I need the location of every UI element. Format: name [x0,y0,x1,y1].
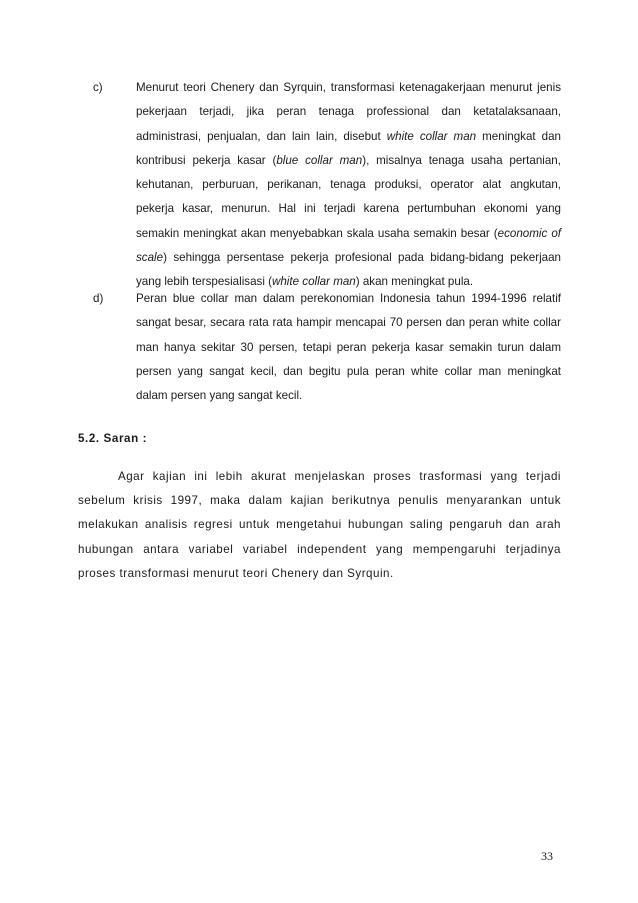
text-segment: ) sehingga persentase pekerja profesional pada bidang-bidang pekerjaan yang lebih terspesialisasi ( [136,251,561,289]
text-segment: meningkat dan kontribusi pekerja kasar ( [136,129,561,167]
text-segment: ) akan meningkat pula. [355,275,474,289]
list-item-text [136,287,561,408]
section-paragraph: Agar kajian ini lebih akurat menjelaskan proses trasformasi yang terjadi sebelum krisis 1997, maka dalam kajian berikutnya penulis menyarankan untuk melakukan analisis regresi untuk mengetahui hubungan saling pengaruh dan arah hubungan antara variabel variabel independent yang mempengaruhi terjadinya proses transformasi menurut teori Chenery dan Syrquin. [78,470,561,580]
italic-term: blue collar man [276,153,363,167]
italic-term: white collar man [271,275,356,289]
italic-term: economic of scale [136,226,562,265]
section-heading: 5.2. Saran : [78,432,148,445]
text-segment: Menurut teori Chenery dan Syrquin, transformasi ketenagakerjaan menurut jenis pekerjaan terjadi, jika peran tenaga professional dan ketatalaksanaan, administrasi, penjualan, dan lain lain, disebut [136,81,561,143]
text-segment: Peran blue collar man dalam perekonomian Indonesia tahun 1994-1996 relatif sangat besar, secara rata rata hampir mencapai 70 persen dan peran white collar man hanya sekitar 30 persen, tetapi peran pekerja kasar semakin turun dalam persen yang sangat kecil, dan begitu pula peran white collar man meningkat dalam persen yang sangat kecil. [136,292,561,403]
list-marker: d) [93,292,104,305]
page-number: 33 [541,849,553,863]
italic-term: white collar man [386,129,477,143]
list-item-text [136,76,561,295]
list-marker: c) [93,81,103,94]
text-segment: ), misalnya tenaga usaha pertanian, kehutanan, perburuan, perikanan, tenaga produksi, operator alat angkutan, pekerja kasar, menurun. Hal ini terjadi karena pertumbuhan ekonomi yang semakin meningkat akan menyebabkan skala usaha semakin besar ( [136,153,561,240]
